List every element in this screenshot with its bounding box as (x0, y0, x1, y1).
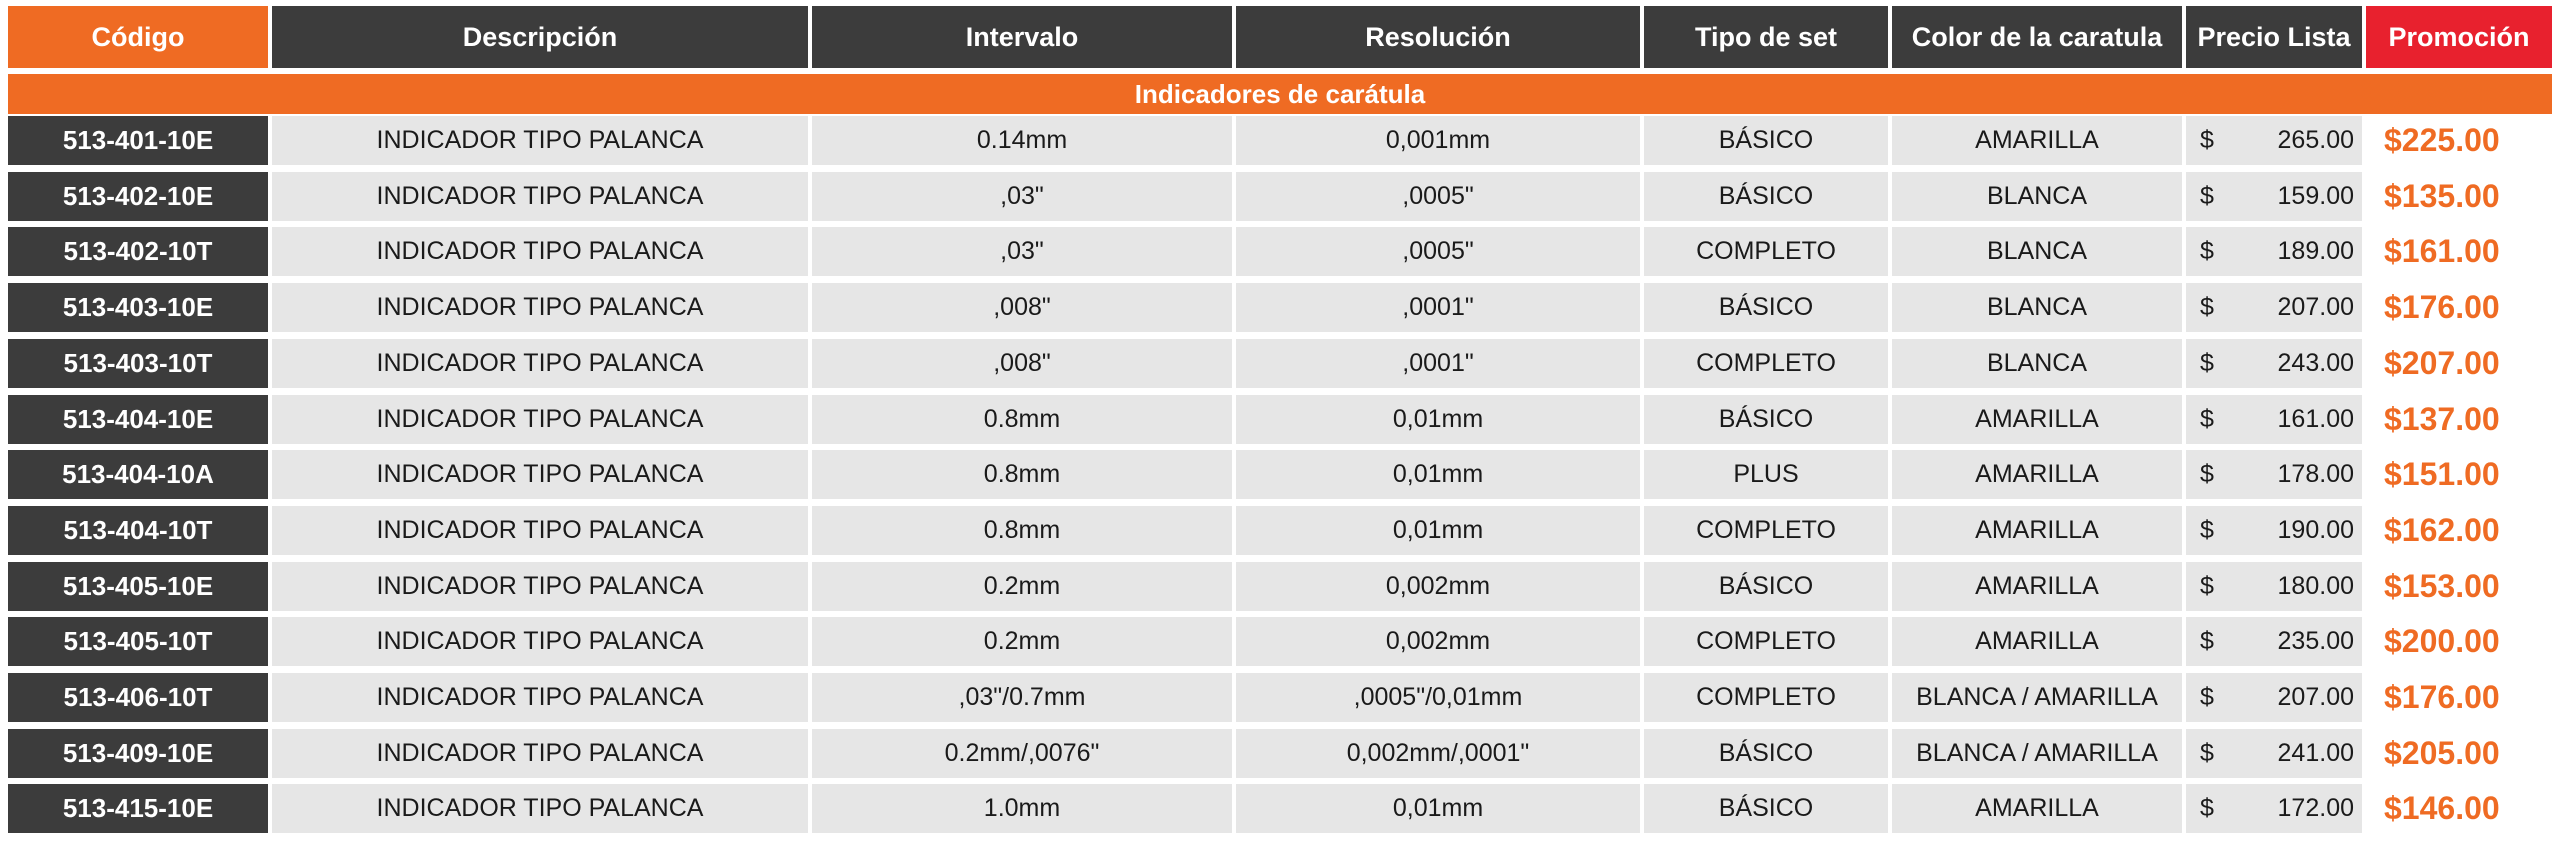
cell-list-price (2186, 116, 2362, 165)
cell-promo: $176.00 (2366, 283, 2552, 332)
cell-promo: $137.00 (2366, 395, 2552, 444)
cell-set-type: BÁSICO (1644, 283, 1888, 332)
footnote-fragment (8, 834, 1408, 844)
currency-symbol: $ (2200, 460, 2214, 488)
cell-description: INDICADOR TIPO PALANCA (272, 172, 808, 221)
cell-list-price (2186, 784, 2362, 833)
cell-set-type: COMPLETO (1644, 673, 1888, 722)
header-description: Descripción (272, 6, 808, 68)
cell-resolution: 0,002mm/,0001" (1236, 729, 1640, 778)
table-row (8, 395, 2552, 444)
cell-interval: ,03" (812, 172, 1232, 221)
list-price-value: 265.00 (2277, 126, 2354, 154)
table-row (8, 283, 2552, 332)
cell-description: INDICADOR TIPO PALANCA (272, 227, 808, 276)
list-price-value: 190.00 (2277, 516, 2354, 544)
cell-list-price (2186, 172, 2362, 221)
list-price-value: 159.00 (2277, 182, 2354, 210)
cell-code: 513-401-10E (8, 116, 268, 165)
cell-promo: $161.00 (2366, 227, 2552, 276)
list-price-value: 241.00 (2277, 739, 2354, 767)
cell-promo: $207.00 (2366, 339, 2552, 388)
cell-dial-color: AMARILLA (1892, 395, 2182, 444)
cell-resolution: ,0001" (1236, 283, 1640, 332)
cell-set-type: BÁSICO (1644, 395, 1888, 444)
cell-set-type: BÁSICO (1644, 729, 1888, 778)
cell-interval: 0.2mm/,0076" (812, 729, 1232, 778)
list-price-value: 207.00 (2277, 293, 2354, 321)
currency-symbol: $ (2200, 349, 2214, 377)
cell-resolution: ,0001" (1236, 339, 1640, 388)
cell-list-price (2186, 395, 2362, 444)
cell-set-type: BÁSICO (1644, 116, 1888, 165)
cell-description: INDICADOR TIPO PALANCA (272, 617, 808, 666)
cell-dial-color: BLANCA (1892, 339, 2182, 388)
cell-interval: ,03" (812, 227, 1232, 276)
cell-promo: $162.00 (2366, 506, 2552, 555)
currency-symbol: $ (2200, 237, 2214, 265)
cell-dial-color: BLANCA (1892, 227, 2182, 276)
cell-list-price (2186, 506, 2362, 555)
table-row (8, 172, 2552, 221)
cell-list-price (2186, 450, 2362, 499)
cell-interval: 0.8mm (812, 395, 1232, 444)
cell-description: INDICADOR TIPO PALANCA (272, 784, 808, 833)
cell-interval: 0.2mm (812, 562, 1232, 611)
cell-code: 513-406-10T (8, 673, 268, 722)
cell-interval: ,03"/0.7mm (812, 673, 1232, 722)
table-row (8, 227, 2552, 276)
cell-set-type: BÁSICO (1644, 784, 1888, 833)
cell-set-type: BÁSICO (1644, 562, 1888, 611)
cell-code: 513-403-10T (8, 339, 268, 388)
cell-code: 513-409-10E (8, 729, 268, 778)
cell-code: 513-402-10E (8, 172, 268, 221)
currency-symbol: $ (2200, 405, 2214, 433)
cell-dial-color: AMARILLA (1892, 506, 2182, 555)
list-price-value: 235.00 (2277, 627, 2354, 655)
cell-interval: 0.14mm (812, 116, 1232, 165)
header-list-price: Precio Lista (2186, 6, 2362, 68)
cell-dial-color: BLANCA (1892, 283, 2182, 332)
cell-resolution: ,0005" (1236, 172, 1640, 221)
cell-code: 513-403-10E (8, 283, 268, 332)
cell-list-price (2186, 673, 2362, 722)
cell-resolution: 0,002mm (1236, 617, 1640, 666)
table-row (8, 116, 2552, 165)
table-row (8, 506, 2552, 555)
cell-set-type: BÁSICO (1644, 172, 1888, 221)
header-code: Código (8, 6, 268, 68)
currency-symbol: $ (2200, 293, 2214, 321)
cell-dial-color: BLANCA / AMARILLA (1892, 673, 2182, 722)
cell-description: INDICADOR TIPO PALANCA (272, 395, 808, 444)
cell-code: 513-405-10T (8, 617, 268, 666)
cell-code: 513-402-10T (8, 227, 268, 276)
header-resolution: Resolución (1236, 6, 1640, 68)
cell-set-type: COMPLETO (1644, 617, 1888, 666)
list-price-value: 207.00 (2277, 683, 2354, 711)
header-set-type: Tipo de set (1644, 6, 1888, 68)
table-header-row (8, 6, 2552, 68)
cell-dial-color: AMARILLA (1892, 450, 2182, 499)
header-interval: Intervalo (812, 6, 1232, 68)
list-price-value: 189.00 (2277, 237, 2354, 265)
cell-description: INDICADOR TIPO PALANCA (272, 450, 808, 499)
table-row (8, 562, 2552, 611)
list-price-value: 161.00 (2277, 405, 2354, 433)
cell-resolution: ,0005" (1236, 227, 1640, 276)
cell-dial-color: AMARILLA (1892, 116, 2182, 165)
cell-list-price (2186, 227, 2362, 276)
currency-symbol: $ (2200, 126, 2214, 154)
cell-description: INDICADOR TIPO PALANCA (272, 283, 808, 332)
cell-resolution: 0,01mm (1236, 506, 1640, 555)
table-row (8, 617, 2552, 666)
cell-description: INDICADOR TIPO PALANCA (272, 673, 808, 722)
cell-set-type: COMPLETO (1644, 339, 1888, 388)
cell-resolution: 0,002mm (1236, 562, 1640, 611)
cell-description: INDICADOR TIPO PALANCA (272, 506, 808, 555)
cell-interval: 0.8mm (812, 450, 1232, 499)
cell-list-price (2186, 729, 2362, 778)
cell-promo: $135.00 (2366, 172, 2552, 221)
table-row (8, 339, 2552, 388)
cell-list-price (2186, 339, 2362, 388)
cell-set-type: PLUS (1644, 450, 1888, 499)
list-price-value: 178.00 (2277, 460, 2354, 488)
cell-interval: 1.0mm (812, 784, 1232, 833)
cell-code: 513-404-10A (8, 450, 268, 499)
cell-dial-color: AMARILLA (1892, 784, 2182, 833)
cell-description: INDICADOR TIPO PALANCA (272, 339, 808, 388)
cell-description: INDICADOR TIPO PALANCA (272, 116, 808, 165)
cell-dial-color: BLANCA / AMARILLA (1892, 729, 2182, 778)
cell-list-price (2186, 617, 2362, 666)
currency-symbol: $ (2200, 572, 2214, 600)
cell-description: INDICADOR TIPO PALANCA (272, 562, 808, 611)
cell-resolution: 0,01mm (1236, 450, 1640, 499)
cell-list-price (2186, 283, 2362, 332)
cell-dial-color: AMARILLA (1892, 617, 2182, 666)
header-dial-color: Color de la caratula (1892, 6, 2182, 68)
cell-code: 513-404-10E (8, 395, 268, 444)
cell-dial-color: BLANCA (1892, 172, 2182, 221)
currency-symbol: $ (2200, 739, 2214, 767)
cell-list-price (2186, 562, 2362, 611)
cell-interval: 0.8mm (812, 506, 1232, 555)
cell-promo: $151.00 (2366, 450, 2552, 499)
currency-symbol: $ (2200, 627, 2214, 655)
cell-resolution: 0,01mm (1236, 784, 1640, 833)
table-row (8, 450, 2552, 499)
cell-interval: ,008" (812, 339, 1232, 388)
list-price-value: 180.00 (2277, 572, 2354, 600)
table-row (8, 673, 2552, 722)
section-title: Indicadores de carátula (8, 74, 2552, 114)
cell-set-type: COMPLETO (1644, 227, 1888, 276)
currency-symbol: $ (2200, 182, 2214, 210)
cell-code: 513-415-10E (8, 784, 268, 833)
currency-symbol: $ (2200, 683, 2214, 711)
currency-symbol: $ (2200, 516, 2214, 544)
cell-promo: $146.00 (2366, 784, 2552, 833)
list-price-value: 243.00 (2277, 349, 2354, 377)
cell-promo: $176.00 (2366, 673, 2552, 722)
cell-resolution: 0,001mm (1236, 116, 1640, 165)
cell-code: 513-404-10T (8, 506, 268, 555)
header-promo: Promoción (2366, 6, 2552, 68)
cell-promo: $225.00 (2366, 116, 2552, 165)
cell-promo: $153.00 (2366, 562, 2552, 611)
cell-interval: 0.2mm (812, 617, 1232, 666)
list-price-value: 172.00 (2277, 794, 2354, 822)
cell-description: INDICADOR TIPO PALANCA (272, 729, 808, 778)
cell-promo: $205.00 (2366, 729, 2552, 778)
cell-dial-color: AMARILLA (1892, 562, 2182, 611)
cell-promo: $200.00 (2366, 617, 2552, 666)
cell-set-type: COMPLETO (1644, 506, 1888, 555)
cell-interval: ,008" (812, 283, 1232, 332)
table-row (8, 784, 2552, 833)
cell-resolution: 0,01mm (1236, 395, 1640, 444)
cell-resolution: ,0005"/0,01mm (1236, 673, 1640, 722)
cell-code: 513-405-10E (8, 562, 268, 611)
table-row (8, 729, 2552, 778)
currency-symbol: $ (2200, 794, 2214, 822)
